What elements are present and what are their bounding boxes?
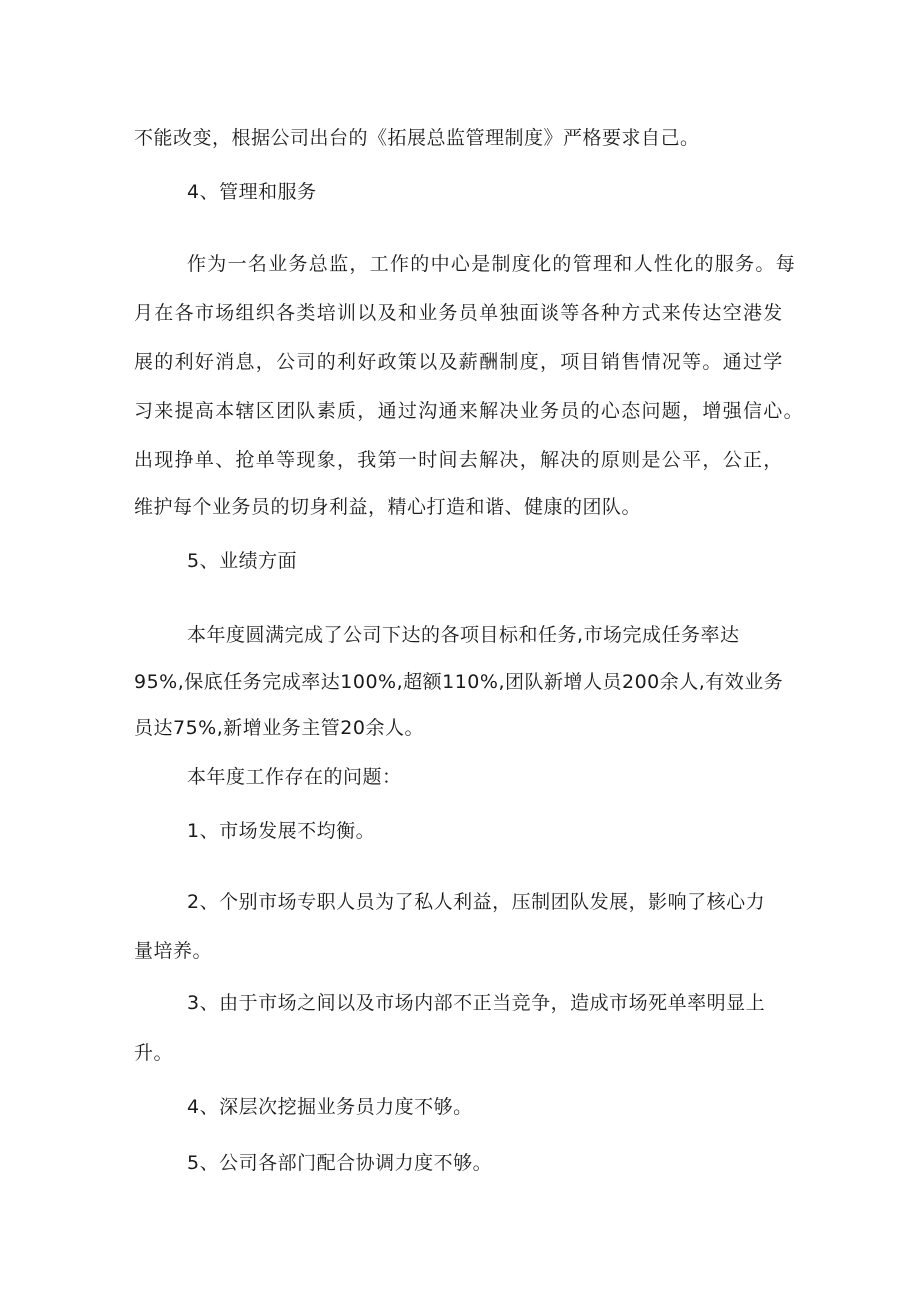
problems-heading: 本年度工作存在的问题： [187,766,402,788]
section-4-paragraph-line: 维护每个业务员的切身利益，精心打造和谐、健康的团队。 [134,496,642,518]
problem-item: 4、深层次挖掘业务员力度不够。 [187,1096,473,1118]
section-5-paragraph-line: 本年度圆满完成了公司下达的各项目标和任务,市场完成任务率达 [187,624,740,646]
problem-item: 3、由于市场之间以及市场内部不正当竞争，造成市场死单率明显上 [187,992,766,1014]
section-4-paragraph-line: 作为一名业务总监，工作的中心是制度化的管理和人性化的服务。每 [187,253,797,275]
problem-item-continuation: 量培养。 [134,940,213,962]
problem-item-continuation: 升。 [134,1042,174,1064]
continuation-line: 不能改变，根据公司出台的《拓展总监管理制度》严格要求自己。 [134,127,700,149]
problem-item: 2、个别市场专职人员为了私人利益，压制团队发展，影响了核心力 [187,891,766,913]
section-5-paragraph-line: 95%,保底任务完成率达100%,超额110%,团队新增人员200余人,有效业务 [134,671,784,693]
section-4-paragraph-line: 出现挣单、抢单等现象，我第一时间去解决，解决的原则是公平，公正， [134,449,784,471]
problem-item: 5、公司各部门配合协调力度不够。 [187,1152,493,1174]
section-5-paragraph-line: 员达75%,新增业务主管20余人。 [134,717,424,739]
section-4-paragraph-line: 习来提高本辖区团队素质，通过沟通来解决业务员的心态问题，增强信心。 [134,400,804,422]
section-4-heading: 4、管理和服务 [187,181,317,203]
problem-item: 1、市场发展不均衡。 [187,820,376,842]
section-5-heading: 5、业绩方面 [187,550,298,572]
section-4-paragraph-line: 展的利好消息，公司的利好政策以及薪酬制度，项目销售情况等。通过学 [134,351,784,373]
section-4-paragraph-line: 月在各市场组织各类培训以及和业务员单独面谈等各种方式来传达空港发 [134,302,784,324]
